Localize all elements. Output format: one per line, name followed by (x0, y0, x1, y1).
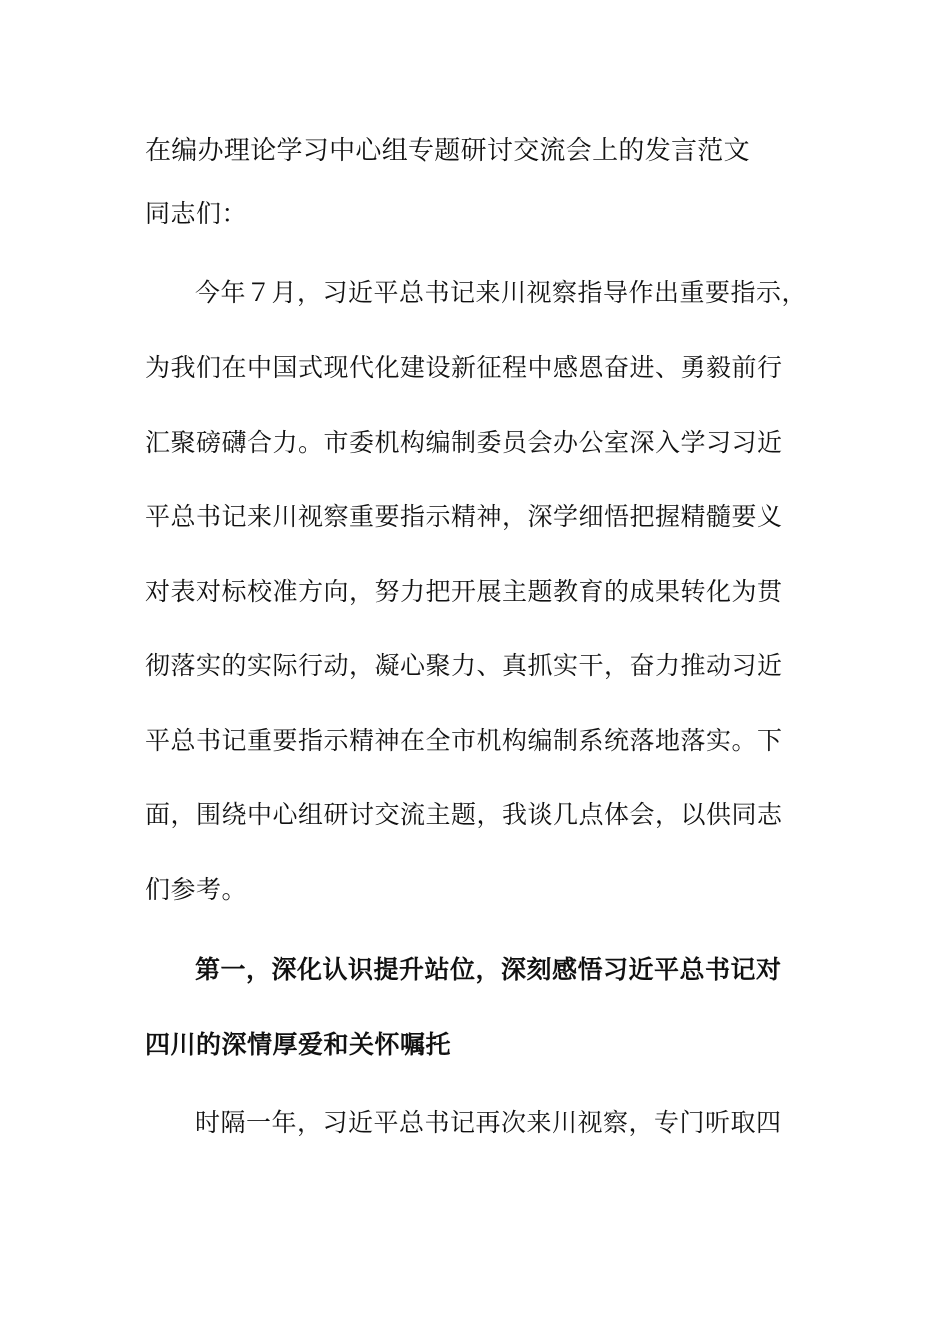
paragraph-line: 平总书记来川视察重要指示精神，深学细悟把握精髓要义 (145, 502, 783, 531)
section-heading-line: 四川的深情厚爱和关怀嘱托 (145, 1030, 452, 1059)
paragraph-line: 彻落实的实际行动，凝心聚力、真抓实干，奋力推动习近 (145, 651, 783, 680)
paragraph-line: 面，围绕中心组研讨交流主题，我谈几点体会，以供同志 (145, 800, 783, 829)
paragraph-line: 们参考。 (145, 875, 248, 904)
paragraph-line: 时隔一年，习近平总书记再次来川视察，专门听取四 (195, 1108, 782, 1137)
section-heading-line: 第一，深化认识提升站位，深刻感悟习近平总书记对 (195, 955, 782, 984)
paragraph-line: 汇聚磅礴合力。市委机构编制委员会办公室深入学习习近 (145, 428, 783, 457)
paragraph-line: 对表对标校准方向，努力把开展主题教育的成果转化为贯 (145, 577, 783, 606)
paragraph-line: 为我们在中国式现代化建设新征程中感恩奋进、勇毅前行 (145, 353, 783, 382)
paragraph-line: 今年７月，习近平总书记来川视察指导作出重要指示， (195, 278, 808, 307)
document-title: 在编办理论学习中心组专题研讨交流会上的发言范文 (145, 136, 750, 166)
paragraph-line: 平总书记重要指示精神在全市机构编制系统落地落实。下 (145, 726, 783, 755)
salutation: 同志们： (145, 199, 248, 228)
